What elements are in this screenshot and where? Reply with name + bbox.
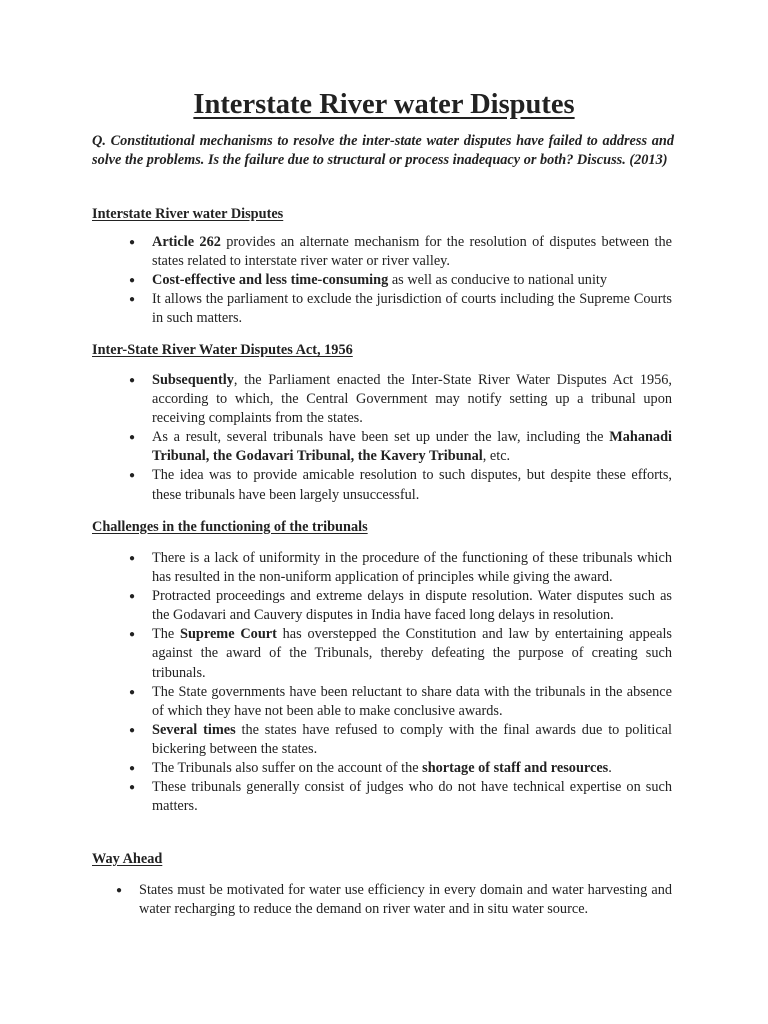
list-item [129, 721, 672, 759]
item-text: It allows the parliament to exclude the jurisdiction of courts including the Supreme Courts in such matters. [152, 291, 672, 327]
list-item [129, 549, 672, 587]
item-text: as well as conducive to national unity [388, 272, 608, 289]
item-text: As a result, several tribunals have been set up under the law, including the [152, 429, 610, 446]
section-heading-challenges: Challenges in the functioning of the tribunals [92, 519, 368, 535]
section-heading-disputes-act: Inter-State River Water Disputes Act, 1956 [92, 342, 353, 358]
list-item [129, 271, 672, 290]
section-list-way-ahead [116, 881, 672, 919]
section-heading-way-ahead: Way Ahead [92, 851, 163, 867]
bold-term: Article 262 [152, 234, 221, 250]
bold-term: Mahanadi Tribunal, the Godavari Tribunal, the Kavery Tribunal [152, 429, 672, 465]
item-text: has overstepped the Constitution and law by entertaining appeals against the award of the Tribunals, thereby defeating the purpose of creating such tribunals. [152, 626, 672, 681]
bold-term: Several times [152, 721, 236, 738]
item-text: There is a lack of uniformity in the procedure of the functioning of these tribunals which has resulted in the non-uniform application of principles while giving the award. [152, 550, 672, 586]
list-item [129, 587, 672, 625]
list-item [129, 778, 672, 816]
list-item [129, 290, 672, 328]
item-text: These tribunals generally consist of judges who do not have technical expertise on such matters. [152, 779, 672, 815]
item-text: Protracted proceedings and extreme delays in dispute resolution. Water disputes such as the Godavari and Cauvery disputes in India have faced long delays in resolution. [152, 588, 672, 624]
document-title: Interstate River water Disputes [193, 89, 575, 120]
list-item [129, 759, 672, 778]
item-text: the states have refused to comply with the final awards due to political bickering between the states. [152, 721, 672, 757]
list-item [129, 428, 672, 466]
section-list-challenges [129, 549, 672, 816]
item-text: The idea was to provide amicable resolution to such disputes, but despite these efforts, these tribunals have been largely unsuccessful. [152, 467, 672, 503]
item-text: The [152, 626, 181, 643]
exam-question: Q. Constitutional mechanisms to resolve the inter-state water disputes have failed to address and solve the problems. Is the failure due to structural or process inadequacy or both? Discuss. (2013) [92, 133, 674, 169]
bold-term: Supreme Court [180, 626, 277, 643]
section-list-interstate-disputes [129, 233, 672, 328]
bold-term: Cost-effective and less time-consuming [152, 272, 389, 289]
item-text: , the Parliament enacted the Inter-State River Water Disputes Act 1956, according to which, the Central Government may notify setting up a tribunal upon receiving complaints from the states. [152, 372, 672, 427]
list-item [129, 233, 672, 271]
item-text: States must be motivated for water use efficiency in every domain and water harvesting and water recharging to reduce the demand on river water and in situ water source. [139, 882, 672, 918]
section-list-disputes-act [129, 371, 672, 505]
item-text: provides an alternate mechanism for the resolution of disputes between the states related to interstate river water or river valley. [152, 234, 672, 270]
bold-term: Subsequently [152, 372, 234, 388]
list-item [116, 881, 672, 919]
section-heading-interstate-disputes: Interstate River water Disputes [92, 206, 284, 222]
list-item [129, 683, 672, 721]
item-text: The Tribunals also suffer on the account of the [152, 760, 423, 777]
list-item [129, 466, 672, 504]
list-item [129, 371, 672, 428]
item-text: , etc. [482, 448, 511, 465]
list-item [129, 625, 672, 682]
bold-term: shortage of staff and resources [422, 760, 609, 777]
item-text: . [608, 760, 612, 777]
item-text: The State governments have been reluctant to share data with the tribunals in the absence of which they have not been able to make conclusive awards. [152, 683, 672, 719]
